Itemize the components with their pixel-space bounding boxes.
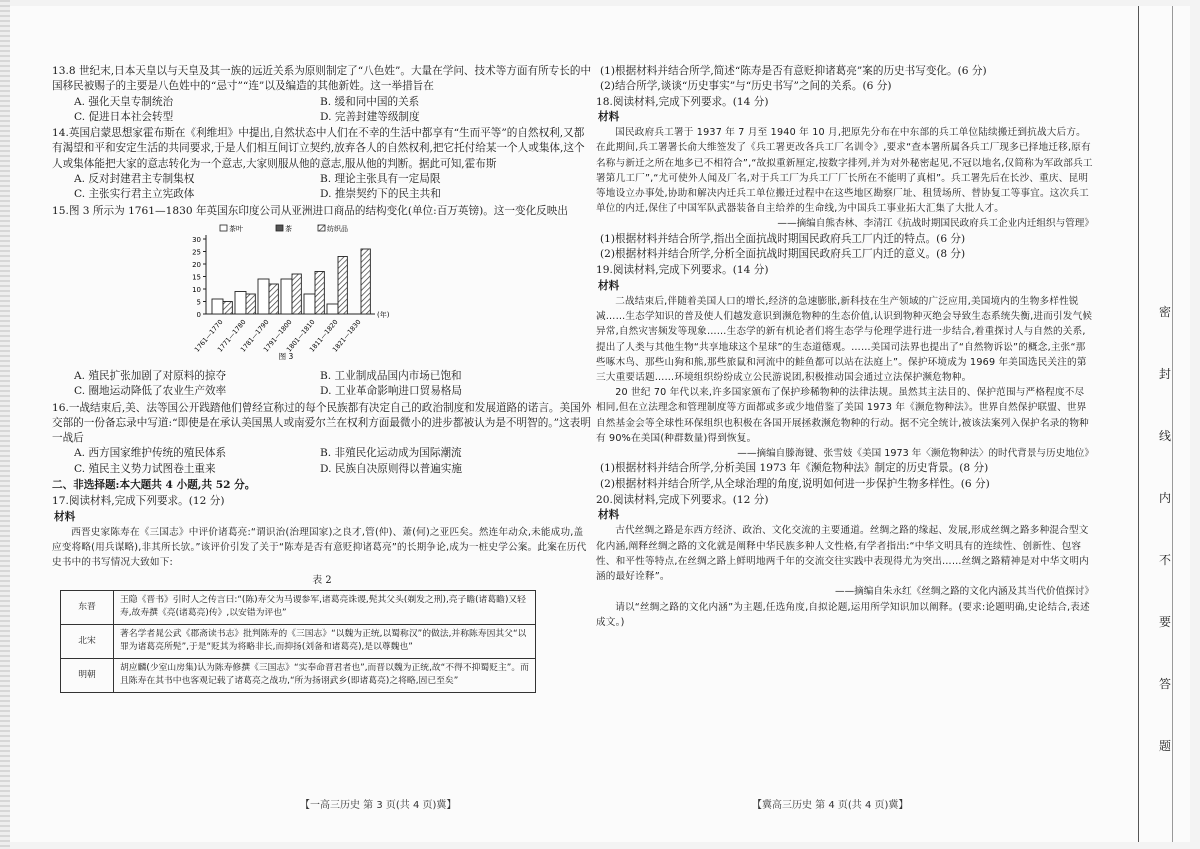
x-tick-label: 1801—1810 (284, 318, 317, 354)
material-label: 材料 (54, 510, 76, 523)
seal-char: 封 (1158, 367, 1171, 381)
option-b: B. 理论主张具有一定局限 (320, 173, 441, 186)
material-source: ——摘编自朱永红《丝绸之路的文化内涵及其当代价值探讨》 (834, 586, 1094, 598)
y-tick-label: 0 (196, 310, 201, 319)
y-tick-label: 15 (192, 273, 201, 282)
question-14 (52, 126, 592, 202)
seal-char: 要 (1158, 615, 1171, 629)
question-heading: 19.阅读材料,完成下列要求。(14 分) (596, 264, 769, 277)
essay-task: 请以“丝绸之路的文化内涵”为主题,任选角度,自拟论题,运用所学知识加以阐释。(要求:论题明确,史论结合,表述成文。) (596, 601, 1090, 628)
x-tick-label: 1811—1820 (307, 318, 340, 354)
bar-textiles (281, 279, 292, 314)
bar-textiles (327, 304, 338, 314)
material-text: 二战结束后,伴随着美国人口的增长,经济的急速膨胀,新科技在生产领域的广泛应用,美国境内的生物多样性锐减……生态学知识的普及使人们越发意识到濒危物种的生态价值,认识到物种灭绝会导致生态系统失衡,进而引发气候异常,自然灾害频发等现象……生态学的新有机论者们将生态学与伦理学进行进一步结合,着重探讨人与自然的关系,提出了人类与其他生物“共享地球这个星球”的生态道德观。……美国司法界也提出了“自然物诉讼”的概念,主张“那些啄木鸟、那些山狗和熊,那些旅鼠和河流中的鲑鱼都可以站在法庭上”。保护环境成为 1969 年美国选民关注的第三大重要话题……环境组织纷纷成立公民游说团,积极推动国会通过立法保护濒危物种。 (596, 295, 1093, 383)
seal-char: 答 (1158, 677, 1171, 691)
bar-tea (246, 294, 255, 314)
y-tick-label: 10 (192, 285, 201, 294)
bar-tea (223, 301, 232, 314)
question-18 (596, 95, 1094, 263)
question-stem: 14.英国启蒙思想家霍布斯在《利维坦》中提出,自然状态中人们在不幸的生活中都享有“生而平等”的自然权利,又都有渴望和平和安定生活的共同要求,于是人们相互间订立契约,放弃各人的自然权利,把它托付给某一个人或集体,这个人或集体能把大家的意志转化为一个意志,大家则服从他的意志,服从他的判断。据此可知,霍布斯 (52, 127, 585, 170)
legend-swatch (318, 225, 325, 231)
legend-swatch (276, 225, 283, 231)
y-tick-label: 25 (192, 248, 201, 257)
table-2 (60, 590, 536, 693)
material-text: 古代丝绸之路是东西方经济、政治、文化交流的主要通道。丝绸之路的缘起、发展,形成丝绸之路多种混合型文化内涵,阐释丝绸之路的文化就是阐释中华民族多种人文性格,有学者指出:“中华文明具有的连续性、创新性、包容性、和平性等特点,在丝绸之路上鲜明地两千年的交流交往实践中表现得尤为突出……丝绸之路精神是对中华文明内涵的最好诠释”。 (596, 525, 1089, 583)
material-label: 材料 (598, 110, 620, 123)
bar-textiles (235, 291, 246, 314)
requirement-1: (1)根据材料并结合所学,简述“陈寿是否有意贬抑诸葛亮”案的历史书写变化。(6 分) (600, 65, 987, 77)
y-tick-label: 30 (192, 235, 201, 244)
bar-textiles (258, 279, 269, 314)
legend-label: 纺织品 (327, 224, 348, 233)
question-17 (52, 494, 592, 693)
table-row (61, 590, 536, 624)
material-text: 20 世纪 70 年代以来,许多国家颁布了保护珍稀物种的法律法规。虽然其主法目的、保护范围与严格程度不尽相同,但在立法理念和管理制度等方面都或多或少地借鉴了美国 1973 年《濒危物种法》。世界自然保护联盟、世界自然基金会等全球性环保组织也积极在各国开展拯救濒危物种的行动。据不完全统计,被该法案列入保护名录的物种有 90%在美国(种群数量)得到恢复。 (596, 387, 1089, 444)
material-text: 西晋史家陈寿在《三国志》中评价诸葛亮:“谓识治(治理国家)之良才,管(仲)、萧(何)之亚匹矣。然连年动众,未能成功,盖应变将略(用兵谋略),非其所长欤。”该评价引发了关于“陈寿是否有意贬抑诸葛亮”的长期争论,成为一桩史学公案。此案在历代史书中的书写情况大致如下: (52, 526, 587, 569)
requirement-2: (2)结合所学,谈谈“历史事实”与“历史书写”之间的关系。(6 分) (600, 80, 892, 93)
y-tick-label: 5 (196, 298, 201, 307)
x-tick-label: 1821—1830 (330, 318, 363, 354)
right-column (596, 64, 1094, 631)
option-a: A. 强化天皇专制统治 (74, 95, 174, 108)
bar-textiles (212, 299, 223, 314)
question-stem: 16.一战结束后,美、法等国公开践踏他们曾经宣称过的每个民族都有决定自己的政治制度和发展道路的诺言。美国外交部的一份备忘录中写道:“即使是在承认美国黑人或南爱尔兰在权利方面最微小的进步都被认为是不明智的。”这表明一战后 (52, 401, 592, 445)
section-heading: 二、非选择题:本大题共 4 小题,共 52 分。 (52, 479, 256, 492)
requirement-2: (2)根据材料并结合所学,从全球治理的角度,说明如何进一步保护生物多样性。(6 分) (600, 477, 990, 490)
page-footer-left: 【一高三历史 第 3 页(共 4 页)冀】 (300, 800, 457, 811)
option-b: B. 非殖民化运动成为国际潮流 (320, 447, 462, 460)
bar-tea (292, 274, 301, 314)
material-label: 材料 (598, 509, 620, 522)
seal-text (1151, 281, 1179, 777)
option-b: B. 缓和同中国的关系 (320, 95, 420, 108)
x-tick-label: 1791—1800 (261, 318, 294, 354)
requirement-1: (1)根据材料并结合所学,指出全面抗战时期国民政府兵工厂内迁的特点。(6 分) (600, 232, 966, 245)
legend-swatch (220, 225, 227, 231)
question-stem: 15.图 3 所示为 1761—1830 年英国东印度公司从亚洲进口商品的结构变化(单位:百万英镑)。这一变化反映出 (52, 204, 568, 217)
question-heading: 18.阅读材料,完成下列要求。(14 分) (596, 95, 769, 108)
option-c: C. 圈地运动降低了农业生产效率 (74, 385, 227, 398)
record-cell: 胡应麟(少室山房集)认为陈寿修撰《三国志》“实奉命晋君者也”,而晋以魏为正统,故“不得不抑蜀贬主”。而且陈寿在其书中也客观记载了诸葛亮之战功,“所为扬诩武乡(即诸葛亮)之将略,固已至矣” (114, 658, 536, 692)
table-row (61, 658, 536, 692)
question-15 (52, 204, 592, 400)
chart-title: 图 3 (278, 351, 294, 361)
question-heading: 20.阅读材料,完成下列要求。(12 分) (596, 493, 769, 506)
option-b: B. 工业制成品国内市场已饱和 (320, 369, 462, 382)
option-d: D. 完善封建等级制度 (320, 110, 420, 123)
option-a: A. 殖民扩张加剧了对原料的掠夺 (74, 369, 227, 382)
bar-tea (315, 271, 324, 314)
option-c: C. 促进日本社会转型 (74, 110, 174, 123)
seal-char: 内 (1158, 491, 1171, 505)
requirement-2: (2)根据材料并结合所学,分析全面抗战时期国民政府兵工厂内迁的意义。(8 分) (600, 248, 966, 260)
question-20 (596, 493, 1094, 630)
bar-tea (338, 256, 347, 314)
option-d: D. 工业革命影响进口贸易格局 (320, 385, 462, 398)
bar-textiles (304, 294, 315, 314)
material-source: ——摘编自熊杏林、李清江《抗战时期国民政府兵工企业内迁组织与管理》 (777, 218, 1094, 230)
option-d: D. 推崇契约下的民主共和 (320, 188, 441, 201)
question-19 (596, 263, 1094, 492)
bar-tea (269, 284, 278, 314)
bar-tea (361, 249, 370, 314)
option-a: A. 西方国家维护传统的殖民体系 (74, 447, 227, 460)
x-unit-label: (年) (377, 310, 390, 319)
table-row (61, 624, 536, 658)
seal-line-margin (1138, 6, 1191, 842)
seal-char: 线 (1158, 429, 1171, 443)
option-c: C. 殖民主义势力试图卷土重来 (74, 462, 216, 475)
option-c: C. 主张实行君主立宪政体 (74, 188, 195, 201)
requirement-1: (1)根据材料并结合所学,分析美国 1973 年《濒危物种法》制定的历史背景。(8 分) (600, 462, 989, 475)
dynasty-cell: 明朝 (61, 658, 114, 692)
y-tick-label: 20 (192, 260, 201, 269)
left-column (52, 64, 592, 694)
record-cell: 著名学者晁公武《郡斋读书志》批判陈寿的《三国志》“以魏为正统,以蜀称汉”的做法,并称陈寿因其父“以罪为诸葛亮所髡”,于是“贬其为将略非长,而抑扬(刘备和诸葛亮),是以尊魏也” (114, 624, 536, 658)
record-cell: 王隐《晋书》引时人之传言曰:“(陈)寿父为马谡参军,诸葛亮诛谡,髡其父头(剃发之刑),亮子瞻(诸葛瞻)又轻寿,故寿撰《亮(诸葛亮)传》,以安错为评也” (114, 590, 536, 624)
dynasty-cell: 北宋 (61, 624, 114, 658)
x-tick-label: 1781—1790 (238, 318, 271, 354)
legend-label: 茶叶 (229, 224, 243, 233)
x-tick-label: 1761—1770 (192, 318, 225, 354)
question-heading: 17.阅读材料,完成下列要求。(12 分) (52, 495, 225, 508)
legend-label: 茶 (285, 224, 292, 233)
material-label: 材料 (598, 279, 620, 292)
question-16 (52, 401, 592, 477)
material-source: ——摘编自滕海键、张雪妓《美国 1973 年〈濒危物种法〉的时代背景与历史地位》 (737, 447, 1094, 459)
material-text: 国民政府兵工署于 1937 年 7 月至 1940 年 10 月,把原先分布在中东部的兵工单位陆续搬迁到抗战大后方。在此期间,兵工署署长俞大维签发了《兵工署更改各兵工厂名训令》,要求“查本署所属各兵工厂现多已择地迁移,原有名称与新迁之所在地多已不相符合”,“故拟重新厘定,按数字排列,并为对外秘密起见,不冠以地名,仅简称为军政部兵工署第几工厂”,“尤可使外人闻及厂名,对于兵工厂为兵工厂厂长所在不能明了真相”。兵工署先后在长沙、重庆、昆明等地设立办事处,协助和解决内迁兵工单位搬迁过程中在这些地区勘察厂址、租赁场所、替协复工等事宜。这次兵工单位的内迁,保住了中国军队武器装备自主给养的生命线,为中国兵工事业拓大汇集了大批人才。 (596, 127, 1093, 215)
question-13 (52, 64, 592, 125)
margin-rule (1172, 6, 1173, 842)
bar-chart (172, 219, 472, 369)
seal-char: 题 (1158, 739, 1171, 753)
seal-char: 不 (1158, 553, 1171, 567)
option-a: A. 反对封建君主专制集权 (74, 173, 195, 186)
question-stem: 13.8 世纪末,日本天皇以与天皇及其一族的远近关系为原则制定了“八色姓”。大量在学问、技术等方面有所专长的中国移民被赐子的主要是八色姓中的“忌寸”“连”以及编造的其他新姓。这一举措旨在 (52, 65, 592, 93)
scan-edge (0, 0, 10, 849)
seal-char: 密 (1158, 305, 1171, 319)
figure-3-chart (172, 219, 592, 369)
x-tick-label: 1771—1780 (215, 318, 248, 354)
option-d: D. 民族自决原则得以普遍实施 (320, 462, 462, 475)
dynasty-cell: 东晋 (61, 590, 114, 624)
table-caption: 表 2 (312, 574, 332, 586)
page-footer-right: 【冀高三历史 第 4 页(共 4 页)冀】 (752, 800, 909, 811)
